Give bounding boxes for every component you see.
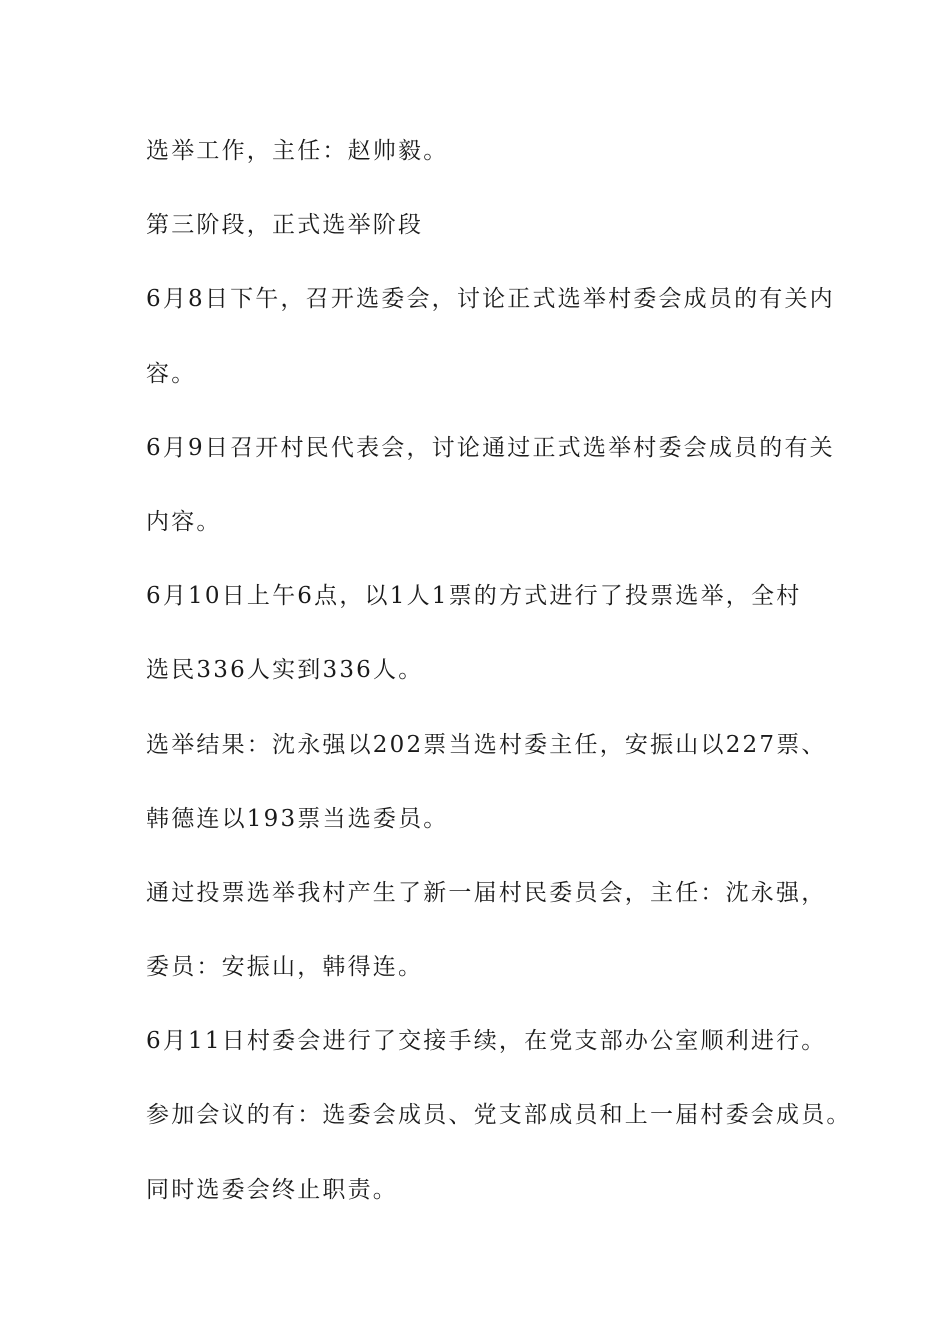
text-line: 6月11日村委会进行了交接手续，在党支部办公室顺利进行。 [146, 1028, 827, 1055]
text-line: 6月10日上午6点，以1人1票的方式进行了投票选举，全村 [146, 583, 802, 610]
text-line: 韩德连以193票当选委员。 [146, 805, 449, 832]
text-line: 参加会议的有：选委会成员、党支部成员和上一届村委会成员。 [146, 1102, 852, 1129]
text-line: 通过投票选举我村产生了新一届村民委员会，主任：沈永强， [146, 879, 827, 906]
text-line: 6月8日下午，召开选委会，讨论正式选举村委会成员的有关内 [146, 286, 835, 313]
text-line: 6月9日召开村民代表会，讨论通过正式选举村委会成员的有关 [146, 434, 835, 461]
text-line: 第三阶段，正式选举阶段 [146, 212, 424, 239]
text-line: 委员：安振山，韩得连。 [146, 954, 424, 981]
text-line: 选举结果：沈永强以202票当选村委主任，安振山以227票、 [146, 731, 827, 758]
text-line: 内容。 [146, 508, 222, 535]
text-line: 选民336人实到336人。 [146, 657, 424, 684]
text-line: 容。 [146, 360, 197, 387]
text-line: 同时选委会终止职责。 [146, 1176, 398, 1203]
text-line: 选举工作，主任：赵帅毅。 [146, 138, 449, 164]
document-body [146, 126, 852, 1239]
